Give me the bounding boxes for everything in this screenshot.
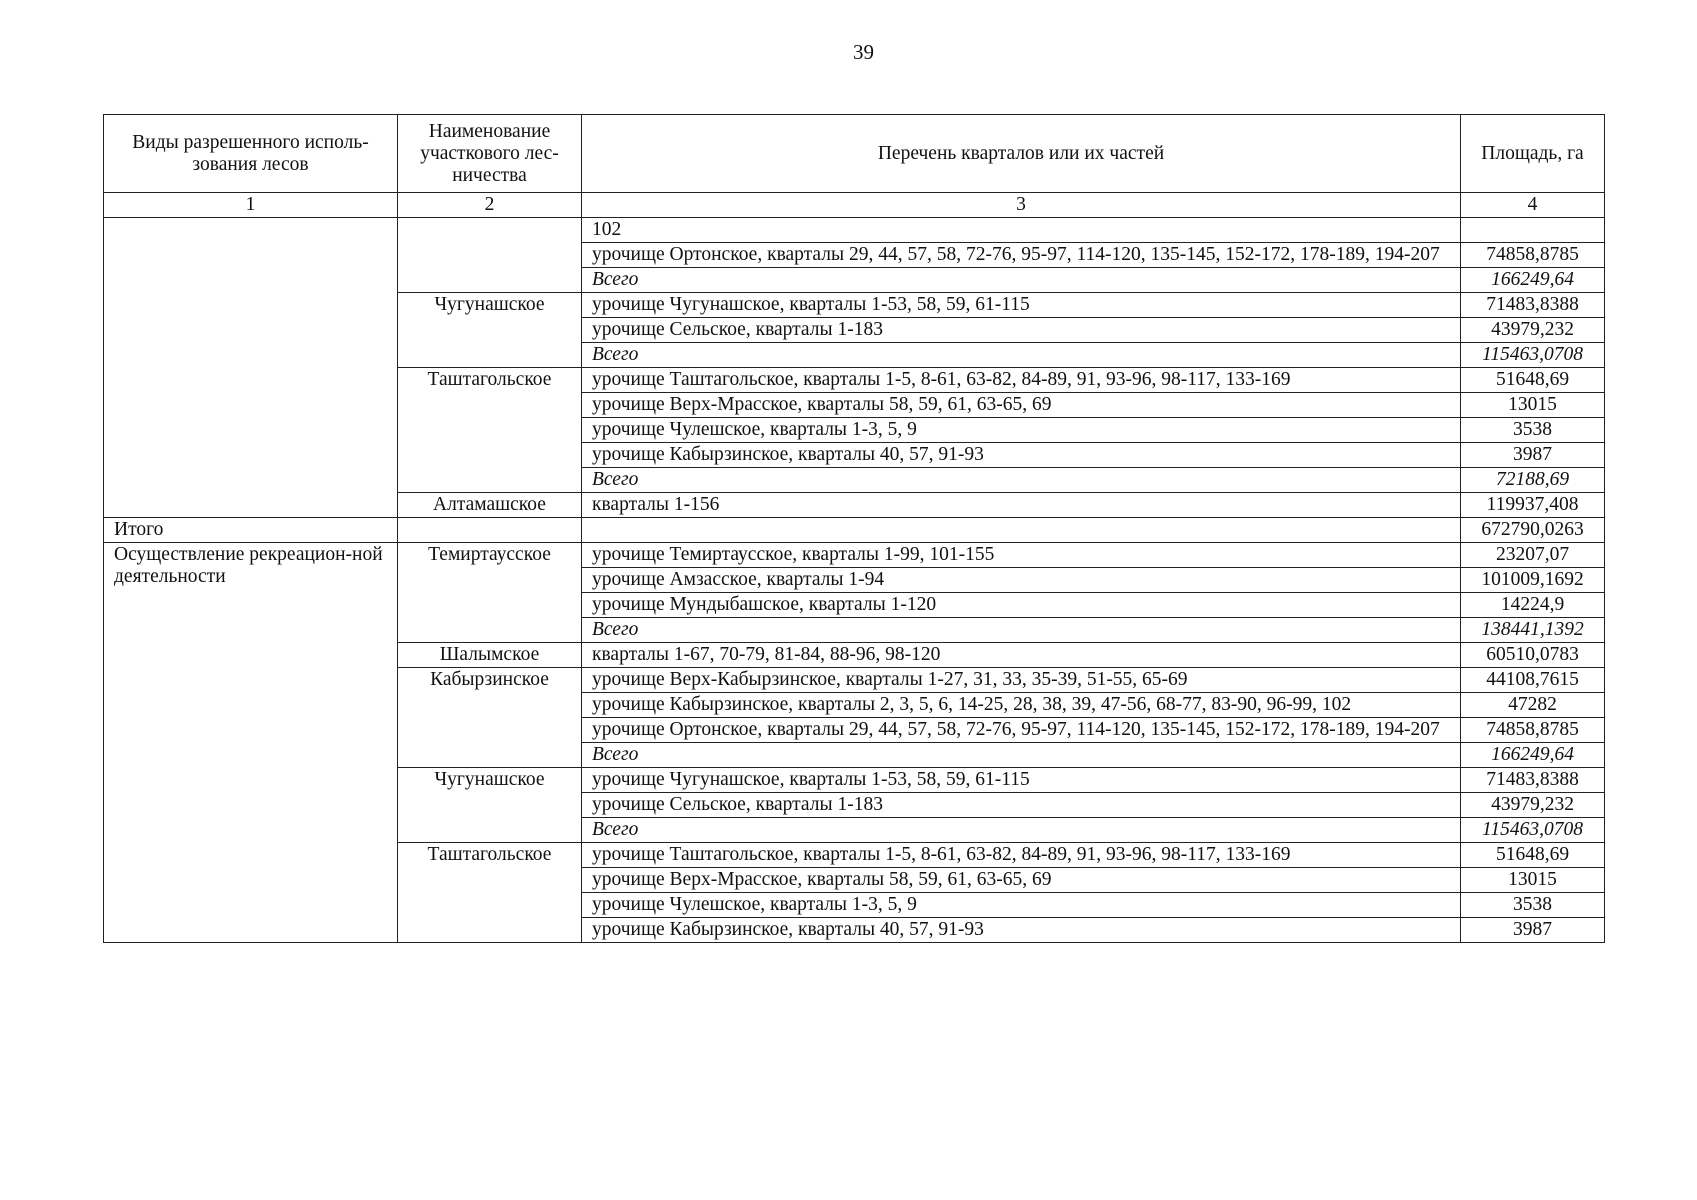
quarters-cell: урочище Мундыбашское, кварталы 1-120: [582, 593, 1461, 618]
quarters-cell: урочище Амзасское, кварталы 1-94: [582, 568, 1461, 593]
area-cell: 101009,1692: [1461, 568, 1605, 593]
empty-cell: [398, 518, 582, 543]
total-label: Всего: [582, 818, 1461, 843]
area-cell: 13015: [1461, 393, 1605, 418]
area-cell: 23207,07: [1461, 543, 1605, 568]
quarters-cell: урочище Кабырзинское, кварталы 40, 57, 91-93: [582, 443, 1461, 468]
quarters-cell: урочище Таштагольское, кварталы 1-5, 8-61, 63-82, 84-89, 91, 93-96, 98-117, 133-169: [582, 368, 1461, 393]
header-area: Площадь, га: [1461, 115, 1605, 193]
total-label: Всего: [582, 743, 1461, 768]
area-cell: 43979,232: [1461, 318, 1605, 343]
area-cell: 60510,0783: [1461, 643, 1605, 668]
quarters-cell: урочище Чугунашское, кварталы 1-53, 58, 59, 61-115: [582, 293, 1461, 318]
column-number: 3: [582, 193, 1461, 218]
area-cell: 14224,9: [1461, 593, 1605, 618]
header-use-type: Виды разрешенного исполь-зования лесов: [104, 115, 398, 193]
area-cell: 13015: [1461, 868, 1605, 893]
total-label: Всего: [582, 618, 1461, 643]
column-number: 4: [1461, 193, 1605, 218]
use-type-cell: Осуществление рекреацион-ной деятельности: [104, 543, 398, 943]
forestry-cell: Таштагольское: [398, 368, 582, 493]
header-quarters: Перечень кварталов или их частей: [582, 115, 1461, 193]
quarters-cell: урочище Таштагольское, кварталы 1-5, 8-61, 63-82, 84-89, 91, 93-96, 98-117, 133-169: [582, 843, 1461, 868]
total-area: 72188,69: [1461, 468, 1605, 493]
forestry-cell: Темиртаусское: [398, 543, 582, 643]
area-cell: [1461, 218, 1605, 243]
area-cell: 3538: [1461, 893, 1605, 918]
total-area: 166249,64: [1461, 268, 1605, 293]
forestry-cell: Чугунашское: [398, 293, 582, 368]
area-cell: 51648,69: [1461, 843, 1605, 868]
total-area: 115463,0708: [1461, 343, 1605, 368]
area-cell: 74858,8785: [1461, 718, 1605, 743]
column-number-row: [104, 193, 1605, 218]
area-cell: 71483,8388: [1461, 768, 1605, 793]
area-cell: 71483,8388: [1461, 293, 1605, 318]
forestry-cell: Кабырзинское: [398, 668, 582, 768]
quarters-cell: урочище Кабырзинское, кварталы 2, 3, 5, 6, 14-25, 28, 38, 39, 47-56, 68-77, 83-90, 96-99, 102: [582, 693, 1461, 718]
column-number: 1: [104, 193, 398, 218]
quarters-cell: урочище Чулешское, кварталы 1-3, 5, 9: [582, 893, 1461, 918]
itogo-label: Итого: [104, 518, 398, 543]
itogo-area: 672790,0263: [1461, 518, 1605, 543]
quarters-cell: урочище Ортонское, кварталы 29, 44, 57, 58, 72-76, 95-97, 114-120, 135-145, 152-172, 178-189, 194-207: [582, 718, 1461, 743]
total-area: 166249,64: [1461, 743, 1605, 768]
page-number: 39: [853, 40, 874, 64]
area-cell: 44108,7615: [1461, 668, 1605, 693]
quarters-cell: урочище Кабырзинское, кварталы 40, 57, 91-93: [582, 918, 1461, 943]
header-row: [104, 115, 1605, 193]
total-label: Всего: [582, 268, 1461, 293]
total-label: Всего: [582, 468, 1461, 493]
quarters-cell: урочище Сельское, кварталы 1-183: [582, 318, 1461, 343]
quarters-cell: урочище Верх-Кабырзинское, кварталы 1-27, 31, 33, 35-39, 51-55, 65-69: [582, 668, 1461, 693]
quarters-cell: урочище Чугунашское, кварталы 1-53, 58, 59, 61-115: [582, 768, 1461, 793]
quarters-cell: урочище Верх-Мрасское, кварталы 58, 59, 61, 63-65, 69: [582, 393, 1461, 418]
area-cell: 51648,69: [1461, 368, 1605, 393]
area-cell: 47282: [1461, 693, 1605, 718]
area-cell: 74858,8785: [1461, 243, 1605, 268]
itogo-row: [104, 518, 1605, 543]
forestry-cell: Шалымское: [398, 643, 582, 668]
area-cell: 119937,408: [1461, 493, 1605, 518]
table-row: [104, 543, 1605, 568]
column-number: 2: [398, 193, 582, 218]
quarters-cell: урочище Верх-Мрасское, кварталы 58, 59, 61, 63-65, 69: [582, 868, 1461, 893]
quarters-cell: урочище Ортонское, кварталы 29, 44, 57, 58, 72-76, 95-97, 114-120, 135-145, 152-172, 178-189, 194-207: [582, 243, 1461, 268]
quarters-cell: урочище Темиртаусское, кварталы 1-99, 101-155: [582, 543, 1461, 568]
table-body: [104, 218, 1605, 943]
forestry-cell: [398, 218, 582, 293]
forest-use-table: [103, 114, 1605, 943]
forestry-cell: Алтамашское: [398, 493, 582, 518]
total-area: 138441,1392: [1461, 618, 1605, 643]
quarters-cell: кварталы 1-67, 70-79, 81-84, 88-96, 98-120: [582, 643, 1461, 668]
empty-cell: [582, 518, 1461, 543]
table-row: [104, 218, 1605, 243]
area-cell: 43979,232: [1461, 793, 1605, 818]
quarters-cell: 102: [582, 218, 1461, 243]
area-cell: 3987: [1461, 443, 1605, 468]
use-type-cell: [104, 218, 398, 518]
area-cell: 3538: [1461, 418, 1605, 443]
quarters-cell: урочище Чулешское, кварталы 1-3, 5, 9: [582, 418, 1461, 443]
forestry-cell: Таштагольское: [398, 843, 582, 943]
forestry-cell: Чугунашское: [398, 768, 582, 843]
area-cell: 3987: [1461, 918, 1605, 943]
total-area: 115463,0708: [1461, 818, 1605, 843]
quarters-cell: кварталы 1-156: [582, 493, 1461, 518]
quarters-cell: урочище Сельское, кварталы 1-183: [582, 793, 1461, 818]
header-forestry: Наименование участкового лес-ничества: [398, 115, 582, 193]
total-label: Всего: [582, 343, 1461, 368]
